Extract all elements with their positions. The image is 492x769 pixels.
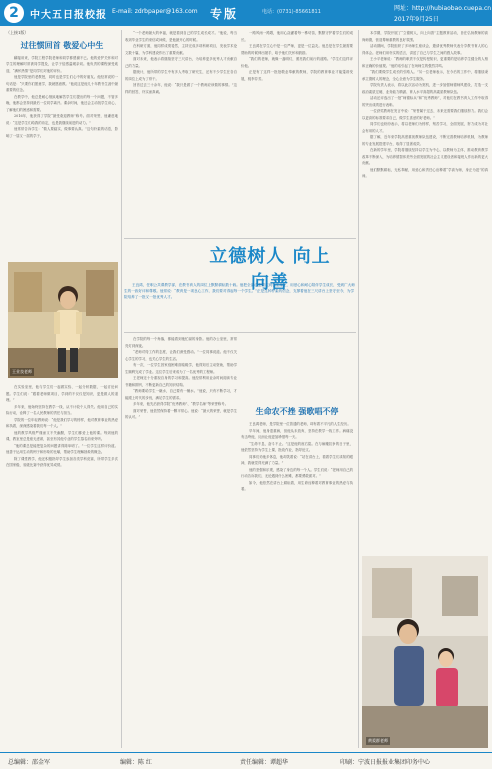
paragraph: 他的坚强和乐观，感染了身边的每一个人。学生们说：“老师用自己的行动告诉我们，无论遇到什么困难，都要勇敢面对。”	[241, 467, 353, 478]
paragraph: 在教学中，他总是耐心细致地解答学生们提出的每一个问题，不管多晚，他都会坚持到最后一位同学离开。课余时间，他还会主动找学生谈心，了解他们的困惑和需要。	[6, 94, 118, 112]
paragraph: 除了课堂教学，他还积极指导学生参加各类学科竞赛，所带学生多次在国家级、省级比赛中获得优异成绩。	[6, 456, 118, 467]
paragraph: 在实验室里，他与学生们一起做实验、一起分析数据，一起讨论问题。学生们说：“跟着老师做项目，学到的不仅仅是知识，更是做人的道理。”	[6, 385, 118, 402]
photo-caption: 王业良老师	[12, 369, 32, 374]
paragraph: 有一次，一位学生因家庭困难面临辍学，他得知后主动资助，帮助学生顺利完成了学业。这位学生后来成为了一名优秀的工程师。	[125, 363, 237, 374]
paragraph: 活动期间，学院组织了多场师生座谈会，邀请优秀教师代表分享教书育人的心得体会。老师们用朴实的语言，讲述了自己与学生之间的感人故事。	[362, 44, 488, 55]
header-date: 2017年9月25日	[394, 16, 439, 23]
photo-caption: 黄爱群老师	[368, 738, 388, 743]
paragraph: 学院负责人表示，将以此次活动为契机，进一步加强师德师风建设，打造一支政治素质过硬、业务能力精湛、育人水平高超的高素质教师队伍。	[362, 83, 488, 94]
paragraph: 本学期，学院开展了“立德树人，向上向善”主题教育活动，旨在弘扬教师的高尚师德，营造尊师重教的良好氛围。	[362, 31, 488, 42]
footer-proofreader: 责任编辑：谭超华	[240, 759, 289, 766]
paragraph: 他是学院里的老教授，同时也是学生们心中的好朋友。他经常说的一句话是：“只要你们愿意学，我就愿意教。”他说这是他几十年教书生涯中最重要的信念。	[6, 75, 118, 92]
paragraph: 据统计，他所带的学生中有多人考取了研究生，还有不少学生在各自的岗位上成为了骨干。	[125, 70, 237, 81]
article-right	[362, 30, 488, 550]
paragraph: 一路风雨一路歌，他用心浇灌着每一株幼苗，默默守护着学生们的成长。	[241, 31, 353, 42]
header-email[interactable]: E-mail: zdrbpaper@163.com	[112, 8, 198, 15]
paragraph: 学院的一位年轻教师说：“他是我们学习的榜样，他对教育事业的热爱和执着，深深感染着我们每一个人。”	[6, 417, 118, 428]
teacher-portrait-image	[8, 262, 118, 378]
paragraph: 在新的学年里，学院将继续坚持以学生为中心，以教师为主体，推动教育教学改革不断深入，为培养德智体美劳全面发展的社会主义建设者和接班人作出新的更大贡献。	[362, 148, 488, 165]
article-middle-top-a	[125, 30, 237, 236]
paragraph: 王小平老师说：“教师的职责不仅是传授知识，更重要的是培养学生健全的人格和正确的价值观。”他的话引起了在场师生的强烈共鸣。	[362, 57, 488, 68]
paragraph: 在学院的每一个角落，都能看到他忙碌的身影。他的办公室里，常常亮灯到深夜。	[125, 337, 237, 348]
paragraph: 回首过去三十余年，他说：“我只是做了一个教师应该做的事情。”这样的回答，朴实而真诚。	[125, 83, 237, 94]
article-left	[6, 30, 118, 262]
paragraph: 早年间，他身患重病，但他从未放弃，坚持在教学一线工作。病痛没有击垮他，反而让他更加珍惜每一天。	[241, 428, 353, 439]
article-left-lower	[6, 384, 118, 748]
paragraph: “生命不息，奋斗不止。”这是他的座右铭。在与病魔抗争的日子里，他依然坚持为学生上课，批改作业，指导论文。	[241, 441, 353, 452]
paragraph: 活动还评选出了一批“师德标兵”和“优秀教师”，对他们在教书育人工作中取得的突出成绩进行表彰。	[362, 96, 488, 107]
paragraph: 多年来，他先后获得学院“优秀教师”、“教学名师”等荣誉称号。	[133, 402, 229, 406]
photo-teacher-left	[8, 262, 118, 378]
page-number: 2	[4, 3, 24, 23]
paragraph: 2016年，他获得了学院“最受欢迎教师”称号。面对荣誉，他谦虚地说：“这是学生们给我的肯定，也是我继续前进的动力。”	[6, 114, 118, 125]
paragraph: 在科研方面，他同样成绩斐然，主持完成多项科研项目，发表学术论文数十篇，为学科建设作出了重要贡献。	[125, 44, 237, 55]
footer-printer: 印刷：宁波日报报业集团印务中心	[340, 759, 431, 766]
paragraph: 如今，他依然在讲台上耕耘着，用生命诠释着对教育事业的热爱与执着。	[241, 480, 353, 491]
page-footer	[0, 752, 492, 769]
paragraph: 一位获奖教师在发言中说：“荣誉属于过去，未来还需要我们继续努力。我们会以更高的标准要求自己，做学生喜爱的好老师。”	[362, 109, 488, 120]
article-bottom-subhead: 生命农不挫 强歌唱不停	[255, 407, 339, 416]
page-header	[0, 0, 492, 26]
section-title: 专版	[210, 7, 239, 21]
paragraph: 王良鸿老师，是学院里一位普通的老师，却有着不平凡的人生经历。	[249, 422, 351, 426]
intro-rule	[124, 332, 356, 333]
paragraph: 他常常告诉学生：“做人要踏实，做事要认真。”这句朴素的话语，影响了一届又一届的学子。	[6, 127, 118, 138]
paragraph: 同事们劝他多休息，他却笑着说：“站在讲台上，看着学生们求知的眼神，我就觉得充满了力量。”	[241, 454, 353, 465]
paragraph: “我们要做学生成长的引路人。”另一位老师表示，在今后的工作中，将继续秉承立德树人的理念，全心全意为学生服务。	[362, 70, 488, 81]
column-divider	[358, 30, 359, 748]
headline-intro	[124, 282, 356, 328]
headline-rule	[124, 238, 356, 239]
paragraph: 同学们也纷纷表示，将以老师们为榜样，刻苦学习，全面发展，努力成为对社会有用的人才。	[362, 122, 488, 133]
footer-editor: 编辑：陈 红	[120, 759, 152, 766]
paragraph: 多年来，他始终坚持在教学一线，从不计较个人得失。他用自己的实际行动，诠释了一名人民教师的责任与担当。	[6, 404, 118, 415]
paragraph: 面对荣誉，他依然保持着一颗平常心。他说：“最大的荣誉，就是学生的认可。”	[125, 408, 237, 419]
paper-name: 中大五日报校报	[30, 10, 107, 21]
photo-teacher-right	[362, 556, 488, 748]
paragraph: “教师要给学生一碗水，自己要有一桶水。”他说，只有不断学习，才能跟上时代的步伐，满足学生的需求。	[125, 389, 237, 400]
paragraph: 正是有了这样一批批敬业奉献的教师，学院的教育事业才能蓬勃发展，桃李芬芳。	[241, 70, 353, 81]
continued-note: （上接1版）	[6, 30, 29, 35]
paragraph: “老师对待工作的态度，让我们深受感动。”一位同事说道。他不仅关心学生的学习，也关心学生的生活。	[125, 350, 237, 361]
column-divider	[121, 30, 122, 748]
paragraph: 他们默默耕耘，无私奉献，用爱心和责任心诠释着“学高为师，身正为范”的真谛。	[362, 167, 488, 178]
paragraph: “一个老师最大的幸福，就是看到自己的学生成长成才。”他说，每当收到毕业学生的来信或问候，是他最开心的时候。	[125, 31, 237, 42]
paragraph: 面对未来，他表示将继续坚守三尺讲台，为培养更多优秀人才贡献自己的力量。	[125, 57, 237, 68]
paragraph: 王老师还十分重视自身的学习和提高。他经常利用业余时间阅读专业书籍和期刊，不断更新自己的知识结构。	[125, 376, 237, 387]
paragraph: 翻接用来，学院工程学院老师和同学都感谢不已。他的爱护关怀和对学生的理解时常被同学提及，让学子倍感温暖亲切。他负责的课程深受欢迎，“满怀热情”是同学们对他的评价。	[6, 55, 118, 73]
article-bottom-middle-b	[241, 336, 353, 748]
headline: 立德树人 向上向善	[209, 246, 331, 293]
article-bottom-middle-a	[125, 336, 237, 748]
paragraph: “他的课总是能把复杂的问题讲得简单明了。”一位学生这样评价道。他善于运用生动的例子和形象的比喻，帮助学生理解抽象的概念。	[6, 443, 118, 454]
article-left-subhead: 过往惯回首 敬爱心中生	[20, 40, 104, 50]
article-middle-top-b	[241, 30, 353, 236]
paragraph: “我们的老师，就像一盏明灯，照亮我们前行的道路。”学生们这样评价他。	[241, 57, 353, 68]
paragraph: 王良鸿，任职公共课教学部，在教书育人的岗位上默默耕耘数十载。他把全部心血倾注到学生身上，用爱心和耐心陪伴学生成长，受到广大师生的一致好评和尊敬。他常说：“教育是一项良心工作，我们要对得起每一个学生。”正是这种朴素的信念，支撑着他在三尺讲台上坚守至今，为学院培养了一批又一批优秀人才。	[124, 283, 355, 300]
header-phone: 电话：(0731)-85661811	[262, 9, 321, 15]
teacher-family-image	[362, 556, 488, 748]
footer-chief-editor: 总编辑：邵金军	[8, 759, 51, 766]
header-website[interactable]: 网址：http://hubiaobao.cuepa.cn	[394, 5, 492, 12]
paragraph: 据了解，近年来学院高度重视教师队伍建设，不断完善教师培养机制，为教师的专业发展搭建平台，取得了显著成效。	[362, 135, 488, 146]
paragraph: 王良鸿在学生心中是一位严师，更是一位益友。他总是在学生最需要帮助的时候伸出援手，给予他们关怀和鼓励。	[241, 44, 353, 55]
paragraph: 他的教学风格严谨而又不失幽默，学生们都爱上他的课。每到他的课，教室里总是座无虚席，甚至有其他专业的学生慕名前来旁听。	[6, 430, 118, 441]
